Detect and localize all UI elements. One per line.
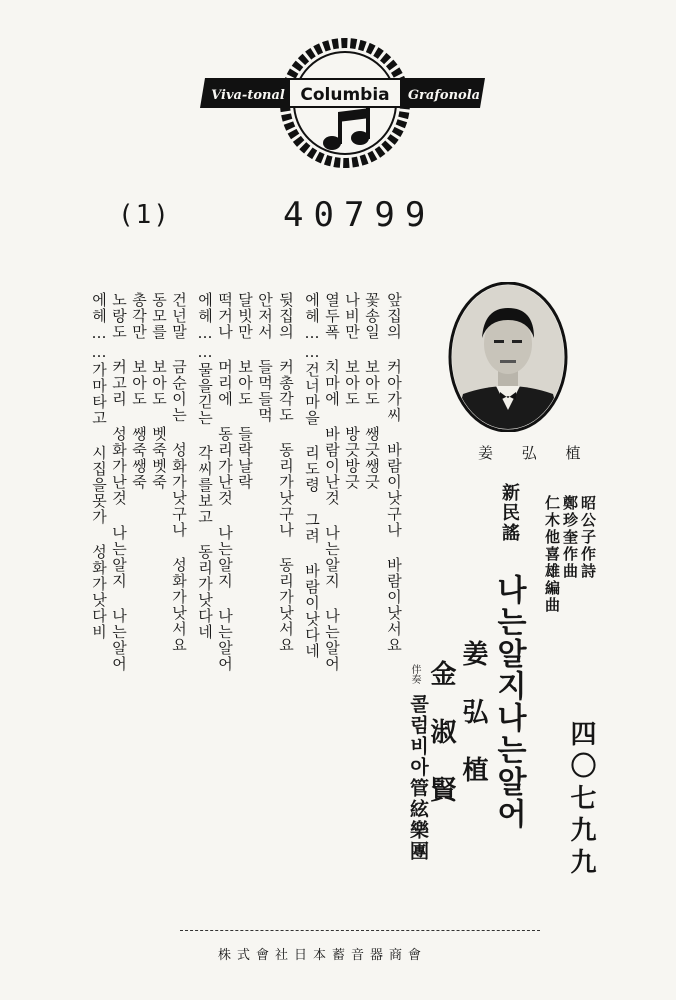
- publisher-footer: 株式會社日本蓄音器商會: [218, 948, 428, 963]
- lyric-line: 노랑도 커고리 성화가난것 나는알지 나는알어: [110, 292, 128, 672]
- lyric-line: 안저서 들먹들먹: [256, 292, 274, 423]
- genre-label: 新民謠: [499, 483, 520, 543]
- lyric-line: 꽃송일 보아도 쌩긋쌩긋: [363, 292, 381, 490]
- logo-brand: Columbia: [300, 85, 390, 105]
- portrait-caption: 姜 弘 植: [478, 444, 593, 462]
- lyric-line: 나비만 보아도 방긋방긋: [343, 292, 361, 490]
- lyric-line: 열두폭 치마에 바람이난것 나는알지 나는알어: [323, 292, 341, 672]
- logo-right-text: Grafonola: [407, 88, 481, 103]
- lyric-line: 총각만 보아도 쌩죽쌩죽: [130, 292, 148, 490]
- composer-credit: 鄭珍奎作曲: [561, 495, 579, 580]
- accompaniment-label: 伴奏: [409, 664, 420, 684]
- logo-left-text: Viva-tonal: [211, 88, 285, 103]
- side-label: (1): [118, 200, 171, 230]
- lyric-line: 동모를 보아도 벳죽벳죽: [150, 292, 168, 490]
- record-number: 40799: [283, 195, 436, 235]
- orchestra-name: 콜럼비아管絃樂團: [407, 694, 429, 862]
- arranger-credit: 仁木他喜雄編曲: [543, 495, 561, 614]
- lyric-line: 건넌말 금순이는 성화가낫구나 성화가낫서요: [170, 292, 188, 653]
- lyric-line: 뒷집의 커총각도 동리가낫구나 동리가낫서요: [277, 292, 295, 653]
- lyricist-credit: 昭公子作詩: [579, 495, 597, 580]
- footer-divider: [180, 930, 540, 931]
- lyric-line: 에헤……가마타고 시집을못가 성화가낫다비: [90, 292, 108, 640]
- lyric-line: 에헤……물을긷는 각씨를보고 동리가낫다네: [196, 292, 214, 640]
- columbia-logo: [200, 38, 490, 168]
- lyric-line: 달빗만 보아도 들락날락: [236, 292, 254, 490]
- record-number-hanja: 四〇七九九: [566, 720, 596, 880]
- singer-portrait: [448, 282, 568, 432]
- lyric-line: 에헤……건너마을 리도령 그려 바람이낫다네: [303, 292, 321, 659]
- singer-name-2: 金 淑 賢: [426, 660, 456, 803]
- lyric-line: 앞집의 커아가씨 바람이낫구나 바람이낫서요: [385, 292, 403, 653]
- song-title: 나는알지나는알어: [491, 574, 526, 830]
- lyric-line: 떡거나 머리에 동리가난것 나는알지 나는알어: [216, 292, 234, 672]
- singer-name-1: 姜 弘 植: [458, 640, 488, 783]
